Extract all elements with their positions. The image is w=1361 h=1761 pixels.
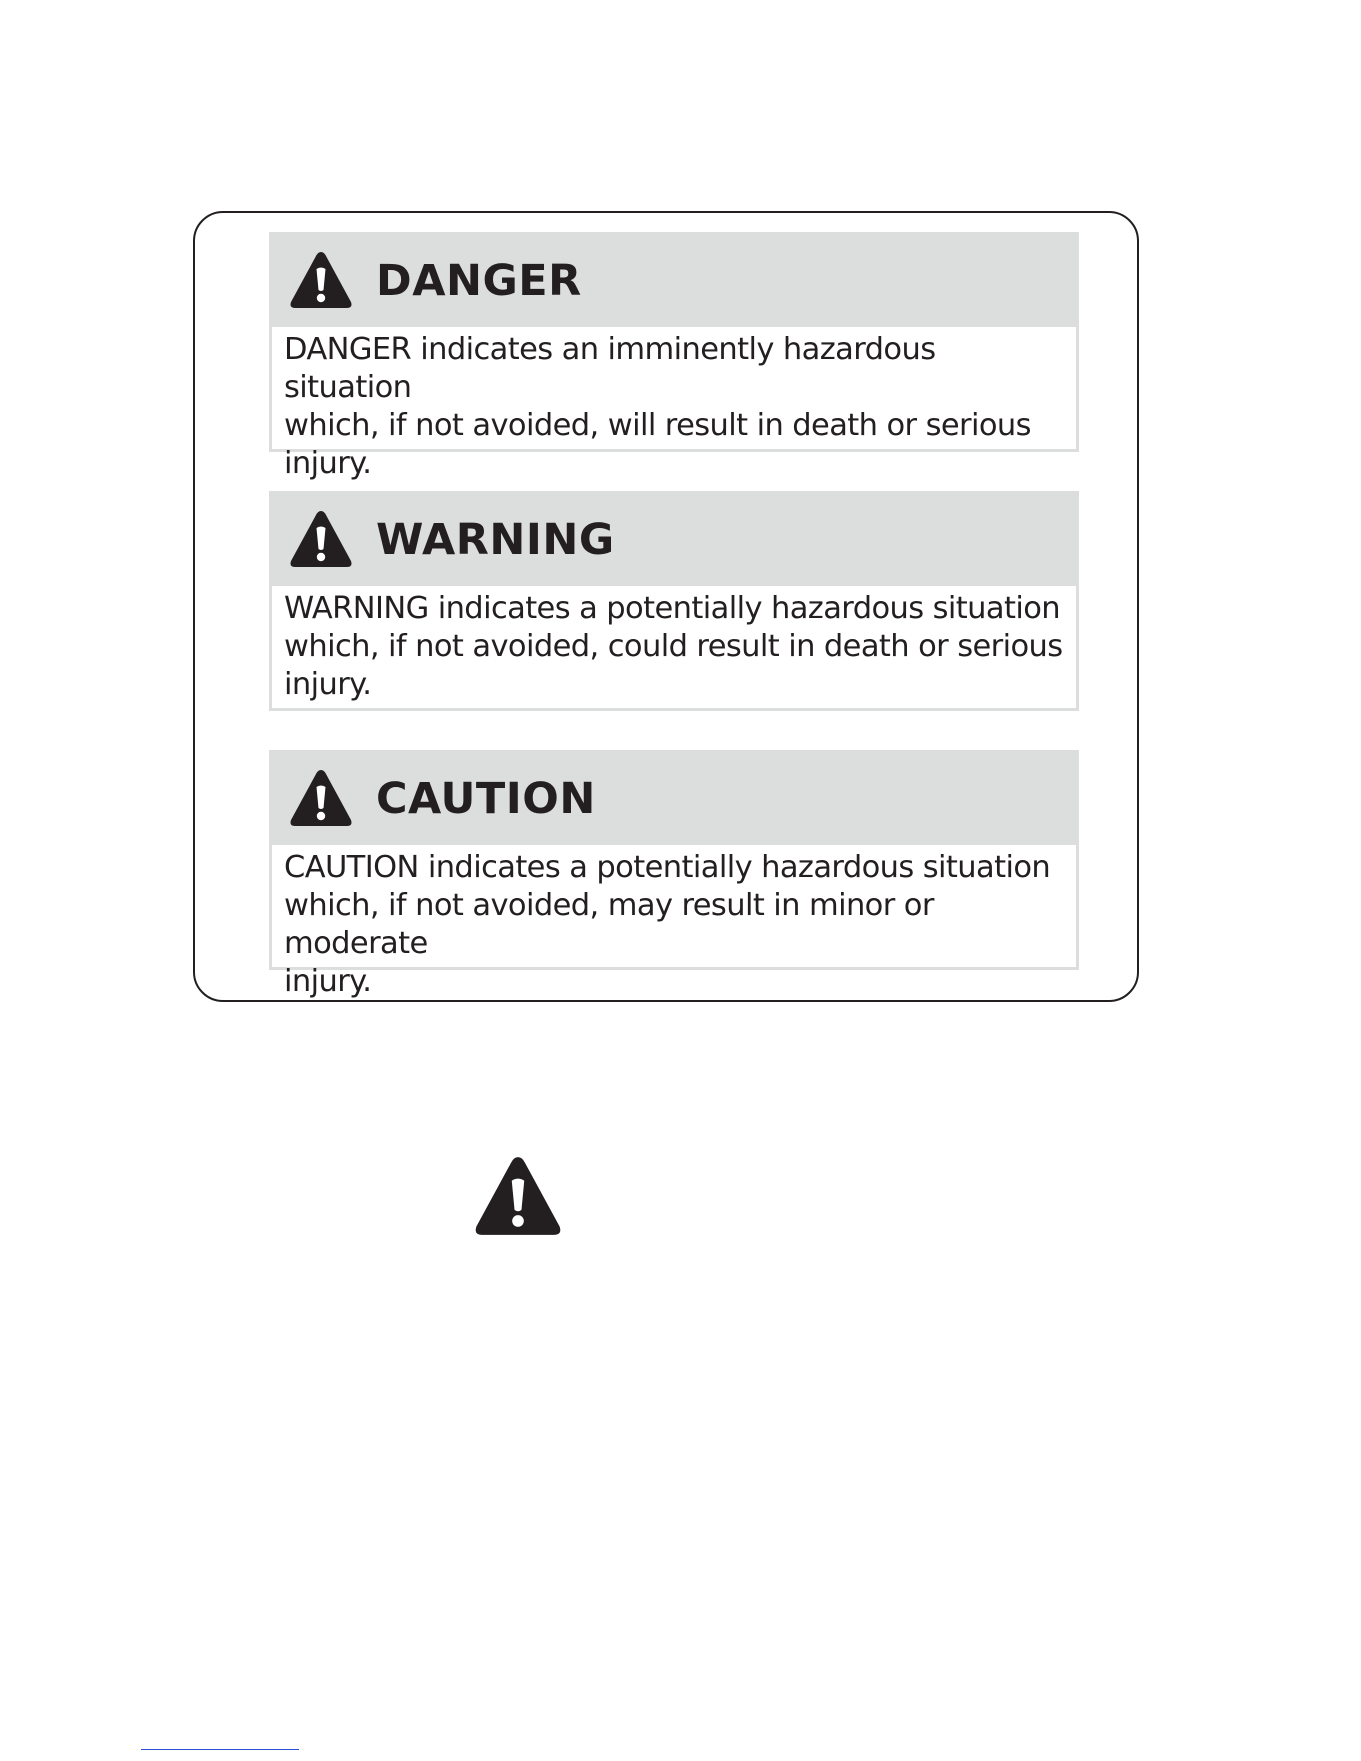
caution-signal-description [272,845,1076,1001]
danger-signal-box [269,232,1079,481]
caution-description-line: injury. [284,964,372,999]
danger-description-line: DANGER indicates an imminently hazardous situation [284,332,936,405]
danger-signal-word: DANGER [376,256,582,306]
warning-triangle-icon [288,249,354,311]
warning-triangle-icon [288,508,354,570]
warning-signal-description [272,586,1076,704]
warning-description-line: injury. [284,667,372,702]
warning-triangle-icon [472,1153,564,1239]
caution-signal-header [272,753,1076,845]
warning-description-line: WARNING indicates a potentially hazardous situation [284,591,1061,626]
warning-signal-box [269,491,1079,711]
footer-link-underline[interactable] [141,1749,299,1750]
caution-description-line: which, if not avoided, may result in minor or moderate [284,888,934,961]
danger-description-line: which, if not avoided, will result in death or serious [284,408,1031,443]
danger-signal-header [272,235,1076,327]
caution-signal-word: CAUTION [376,774,596,824]
warning-triangle-icon [288,767,354,829]
caution-description-line: CAUTION indicates a potentially hazardous situation [284,850,1051,885]
warning-signal-header [272,494,1076,586]
caution-signal-box [269,750,1079,999]
danger-description-line: injury. [284,446,372,481]
warning-description-line: which, if not avoided, could result in death or serious [284,629,1063,664]
warning-signal-word: WARNING [376,515,615,565]
danger-signal-description [272,327,1076,483]
